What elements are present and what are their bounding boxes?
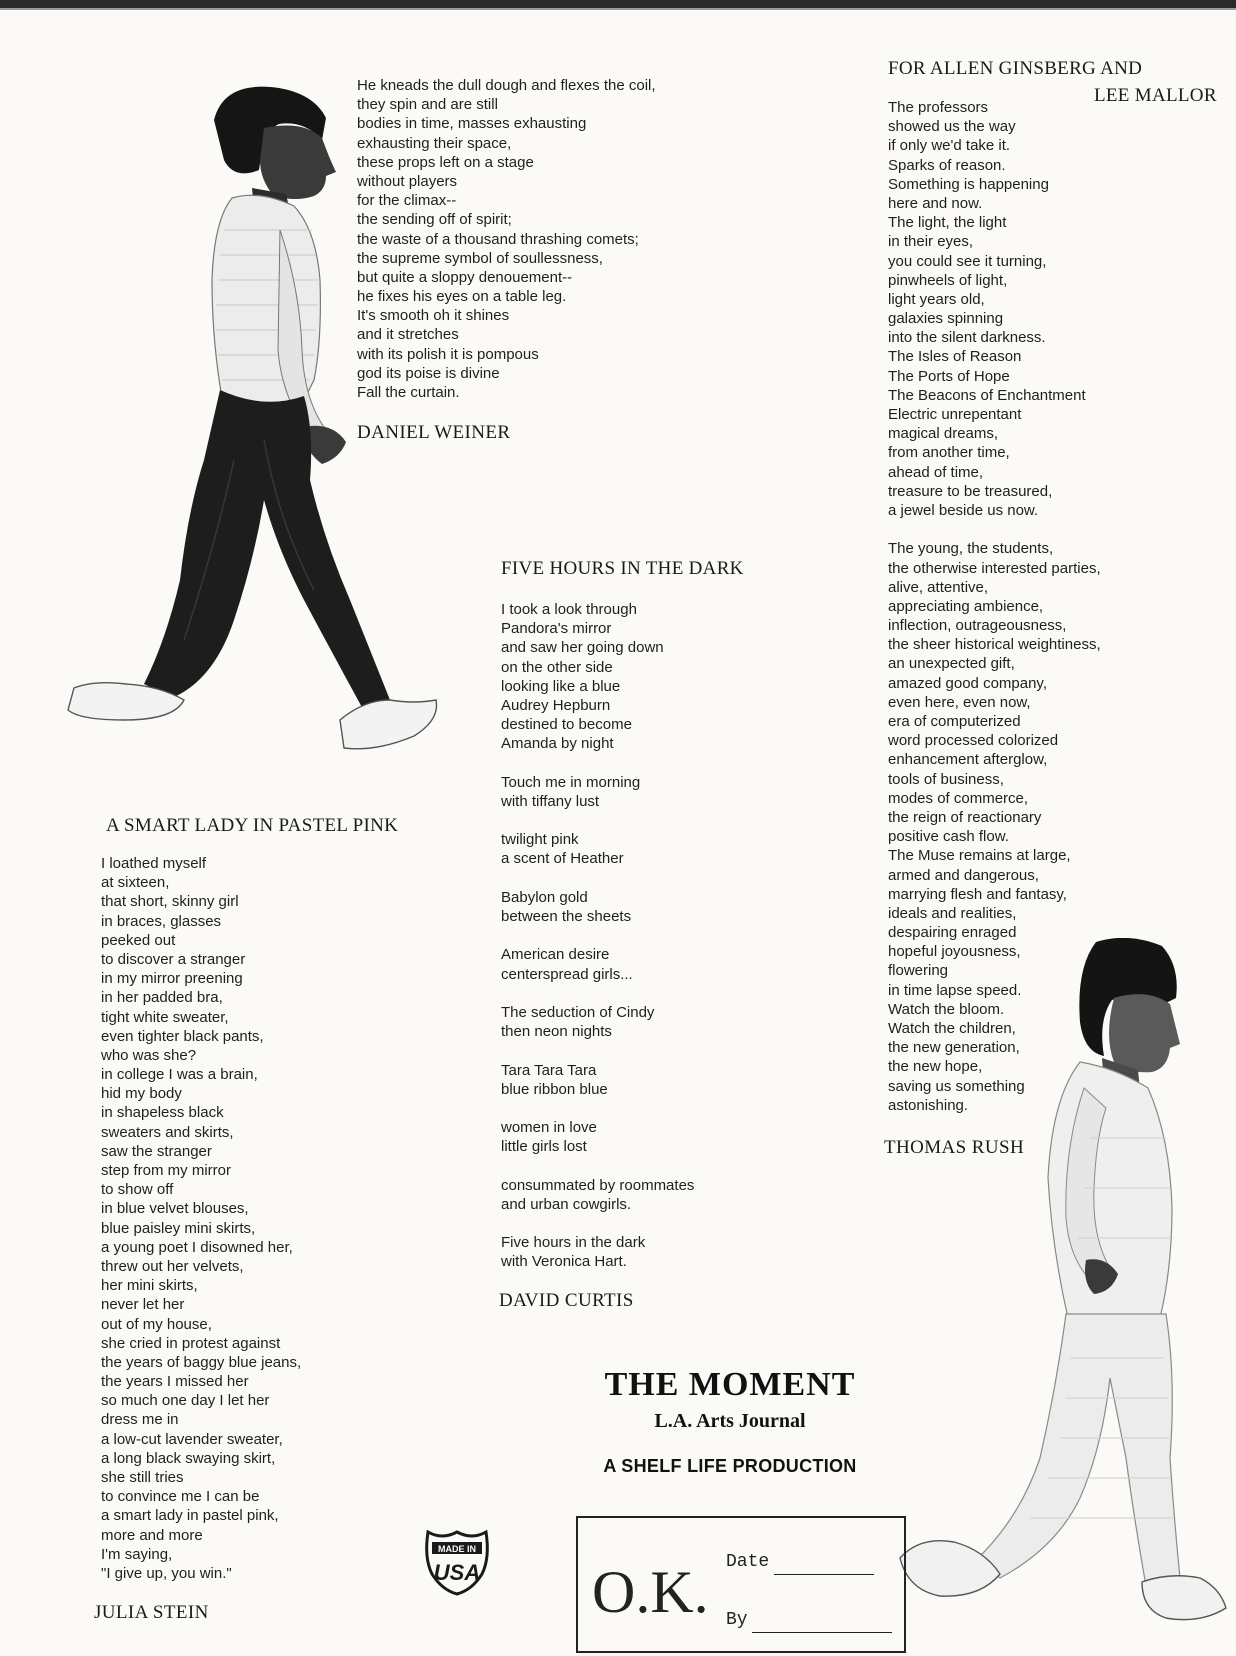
suit-man-shoe-right — [1142, 1576, 1226, 1620]
man-hand — [306, 426, 346, 464]
poem-line: Fall the curtain. — [357, 384, 460, 401]
poem-line: the otherwise interested parties, — [888, 559, 1101, 577]
badge-line1: MADE IN — [438, 1544, 476, 1554]
poem-line: he fixes his eyes on a table leg. — [357, 288, 567, 306]
poem-line: Babylon gold — [501, 888, 588, 906]
poem-line: with Veronica Hart. — [501, 1253, 627, 1271]
poem-line: amazed good company, — [888, 674, 1047, 692]
poem-line: with tiffany lust — [501, 792, 600, 810]
poem-line: destined to become — [501, 716, 632, 734]
author-rush: THOMAS RUSH — [884, 1137, 1025, 1158]
poem-line: to discover a stranger — [101, 950, 246, 968]
stanza-break — [501, 1214, 694, 1233]
poem-line: modes of commerce, — [888, 789, 1029, 807]
poem-line: saving us something — [888, 1077, 1025, 1095]
author-weiner: DANIEL WEINER — [357, 422, 511, 443]
poem-line: Watch the bloom. — [888, 1000, 1005, 1018]
poem-line: blue ribbon blue — [501, 1080, 608, 1098]
poem-line: Pandora's mirror — [501, 620, 612, 638]
poem-line: but quite a sloppy denouement-- — [357, 268, 573, 286]
poem-line: from another time, — [888, 444, 1010, 462]
poem-line: without players — [357, 172, 458, 190]
poem-line: I took a look through — [501, 601, 637, 618]
poem-line: exhausting their space, — [357, 134, 512, 152]
poem-line: with its polish it is pompous — [357, 345, 539, 363]
poem-line: she cried in protest against — [101, 1334, 281, 1352]
poem-line: to convince me I can be — [101, 1488, 260, 1506]
poem-line: for the climax-- — [357, 192, 457, 210]
poem-line: The Beacons of Enchantment — [888, 386, 1086, 404]
poem-line: enhancement afterglow, — [888, 751, 1048, 769]
poem-line: ideals and realities, — [888, 904, 1017, 922]
poem-line: in blue velvet blouses, — [101, 1200, 249, 1218]
poem-weiner — [357, 76, 656, 402]
poem-line: magical dreams, — [888, 425, 999, 443]
poem-line: a scent of Heather — [501, 850, 624, 868]
stanza-break — [501, 1041, 694, 1060]
poem-line: Watch the children, — [888, 1020, 1016, 1037]
poem-line: in braces, glasses — [101, 912, 222, 930]
masthead-subtitle: L.A. Arts Journal — [654, 1410, 806, 1432]
poem-line: "I give up, you win." — [101, 1564, 232, 1582]
suit-pants — [976, 1314, 1180, 1586]
poem-line: and saw her going down — [501, 639, 664, 657]
poem-line: showed us the way — [888, 118, 1016, 136]
made-in-usa-badge — [422, 1528, 492, 1596]
poem-line: I loathed myself — [101, 855, 207, 872]
poem-line: hopeful joyousness, — [888, 943, 1021, 961]
poem-line: between the sheets — [501, 908, 632, 925]
poem-line: in her padded bra, — [101, 989, 223, 1007]
stanza-break — [501, 984, 694, 1003]
poem-line: the new hope, — [888, 1058, 983, 1076]
poem-line: armed and dangerous, — [888, 866, 1039, 884]
poem-line: The professors — [888, 99, 989, 116]
poem-line: here and now. — [888, 194, 983, 212]
stamp-ok-text: O.K. — [592, 1559, 709, 1625]
poem-line: the supreme symbol of soullessness, — [357, 249, 603, 267]
poem-line: marrying flesh and fantasy, — [888, 885, 1067, 903]
title-stein: A SMART LADY IN PASTEL PINK — [106, 815, 399, 836]
poem-line: out of my house, — [101, 1315, 212, 1333]
poem-line: peeked out — [101, 931, 176, 949]
poem-curtis — [501, 600, 694, 1272]
stanza-break — [888, 520, 1101, 539]
poem-line: alive, attentive, — [888, 578, 989, 596]
poem-line: Amanda by night — [501, 735, 614, 753]
suit-man-shoe-left — [900, 1541, 1000, 1596]
page-top-edge — [0, 0, 1236, 8]
poem-line: flowering — [888, 962, 949, 980]
poem-line: threw out her velvets, — [101, 1257, 244, 1275]
stamp-date-label: Date — [726, 1552, 770, 1572]
poem-line: consummated by roommates — [501, 1176, 695, 1194]
suit-man-face — [1109, 994, 1180, 1072]
stanza-break — [501, 869, 694, 888]
poem-line: light years old, — [888, 290, 985, 308]
stamp-by-line — [752, 1632, 892, 1633]
poem-line: tight white sweater, — [101, 1008, 229, 1026]
poem-line: It's smooth oh it shines — [357, 307, 510, 325]
poem-line: in shapeless black — [101, 1104, 224, 1122]
poem-line: a long black swaying skirt, — [101, 1449, 276, 1467]
stamp-by-label: By — [726, 1610, 748, 1630]
poem-line: astonishing. — [888, 1096, 969, 1114]
title-rush-line2: LEE MALLOR — [1094, 85, 1217, 106]
title-rush-line1: FOR ALLEN GINSBERG AND — [888, 58, 1143, 79]
poem-line: to show off — [101, 1181, 174, 1199]
poem-line: then neon nights — [501, 1023, 612, 1041]
poem-line: that short, skinny girl — [101, 893, 239, 911]
poem-line: twilight pink — [501, 831, 579, 849]
poem-line: they spin and are still — [357, 96, 498, 114]
poem-line: despairing enraged — [888, 924, 1017, 942]
poem-line: if only we'd take it. — [888, 137, 1011, 155]
poem-line: tools of business, — [888, 770, 1004, 788]
poem-line: a smart lady in pastel pink, — [101, 1507, 279, 1525]
poem-line: little girls lost — [501, 1138, 587, 1156]
poem-rush — [888, 98, 1101, 1115]
poem-line: and it stretches — [357, 326, 459, 344]
poem-line: the sheer historical weightiness, — [888, 636, 1101, 654]
poem-line: American desire — [501, 946, 610, 964]
stanza-break — [501, 926, 694, 945]
poem-line: her mini skirts, — [101, 1277, 198, 1295]
title-curtis: FIVE HOURS IN THE DARK — [501, 558, 744, 579]
poem-line: sweaters and skirts, — [101, 1123, 234, 1141]
poem-line: at sixteen, — [101, 874, 170, 892]
poem-line: The Isles of Reason — [888, 348, 1022, 366]
poem-line: the years of baggy blue jeans, — [101, 1353, 302, 1371]
poem-line: a jewel beside us now. — [888, 501, 1039, 519]
poem-line: the sending off of spirit; — [357, 211, 512, 229]
poem-line: into the silent darkness. — [888, 329, 1046, 347]
poem-line: the new generation, — [888, 1039, 1020, 1057]
poem-line: and urban cowgirls. — [501, 1195, 632, 1213]
poem-line: these props left on a stage — [357, 153, 534, 171]
poem-line: in my mirror preening — [101, 970, 243, 988]
poem-line: who was she? — [101, 1046, 197, 1064]
stanza-break — [501, 754, 694, 773]
poem-line: a low-cut lavender sweater, — [101, 1430, 283, 1448]
stanza-break — [501, 1156, 694, 1175]
poem-line: word processed colorized — [888, 732, 1059, 750]
poem-line: Five hours in the dark — [501, 1234, 646, 1252]
author-curtis: DAVID CURTIS — [499, 1290, 634, 1311]
poem-line: Touch me in morning — [501, 773, 641, 791]
stanza-break — [501, 811, 694, 830]
poem-line: bodies in time, masses exhausting — [357, 115, 587, 133]
poem-line: dress me in — [101, 1411, 179, 1429]
poem-line: you could see it turning, — [888, 252, 1047, 270]
poem-line: a young poet I disowned her, — [101, 1238, 293, 1256]
poem-line: Sparks of reason. — [888, 156, 1006, 174]
poem-line: blue paisley mini skirts, — [101, 1219, 256, 1237]
poem-line: pinwheels of light, — [888, 271, 1008, 289]
poem-line: even tighter black pants, — [101, 1027, 264, 1045]
poem-line: appreciating ambience, — [888, 597, 1044, 615]
poem-line: He kneads the dull dough and flexes the coil, — [357, 77, 656, 94]
poem-line: The seduction of Cindy — [501, 1003, 655, 1021]
author-stein: JULIA STEIN — [94, 1602, 209, 1623]
page-top-edge-shadow — [0, 8, 1236, 10]
poem-line: even here, even now, — [888, 693, 1031, 711]
poem-line: the years I missed her — [101, 1373, 249, 1391]
poem-line: The young, the students, — [888, 540, 1054, 558]
poem-line: Electric unrepentant — [888, 406, 1022, 423]
poem-line: galaxies spinning — [888, 310, 1004, 328]
poem-line: era of computerized — [888, 713, 1021, 730]
poem-line: saw the stranger — [101, 1142, 212, 1160]
masthead-title: THE MOMENT — [604, 1366, 856, 1403]
poem-line: in time lapse speed. — [888, 981, 1022, 999]
badge-line2: USA — [433, 1560, 481, 1585]
poem-line: Audrey Hepburn — [501, 696, 611, 714]
poem-line: so much one day I let her — [101, 1392, 270, 1410]
stanza-break — [501, 1099, 694, 1118]
poem-line: The light, the light — [888, 214, 1007, 232]
poem-line: in college I was a brain, — [101, 1066, 258, 1084]
poem-line: I'm saying, — [101, 1545, 173, 1563]
poem-line: women in love — [501, 1119, 597, 1137]
poem-line: she still tries — [101, 1469, 184, 1486]
poem-line: an unexpected gift, — [888, 655, 1015, 673]
poem-line: the reign of reactionary — [888, 808, 1042, 826]
poem-line: god its poise is divine — [357, 364, 500, 382]
poem-line: never let her — [101, 1296, 185, 1314]
poem-line: treasure to be treasured, — [888, 482, 1053, 500]
poem-line: more and more — [101, 1526, 203, 1544]
poem-line: The Muse remains at large, — [888, 847, 1071, 865]
poem-line: the waste of a thousand thrashing comets; — [357, 230, 639, 248]
poem-line: inflection, outrageousness, — [888, 617, 1067, 635]
man-shoe-right — [340, 700, 437, 749]
ok-stamp — [576, 1516, 906, 1653]
poem-line: centerspread girls... — [501, 965, 633, 983]
poem-line: in their eyes, — [888, 233, 974, 251]
poem-line: positive cash flow. — [888, 828, 1009, 846]
poem-line: on the other side — [501, 658, 613, 676]
stamp-date-line — [774, 1574, 874, 1575]
poem-line: Something is happening — [888, 175, 1049, 193]
poem-stein — [101, 854, 301, 1583]
poem-line: looking like a blue — [501, 677, 621, 695]
poem-line: step from my mirror — [101, 1162, 232, 1179]
poem-line: hid my body — [101, 1085, 182, 1103]
poem-line: ahead of time, — [888, 463, 984, 481]
poem-line: Tara Tara Tara — [501, 1061, 597, 1079]
poem-line: The Ports of Hope — [888, 367, 1010, 385]
man-face — [260, 126, 336, 199]
masthead-tagline: A SHELF LIFE PRODUCTION — [603, 1456, 857, 1476]
